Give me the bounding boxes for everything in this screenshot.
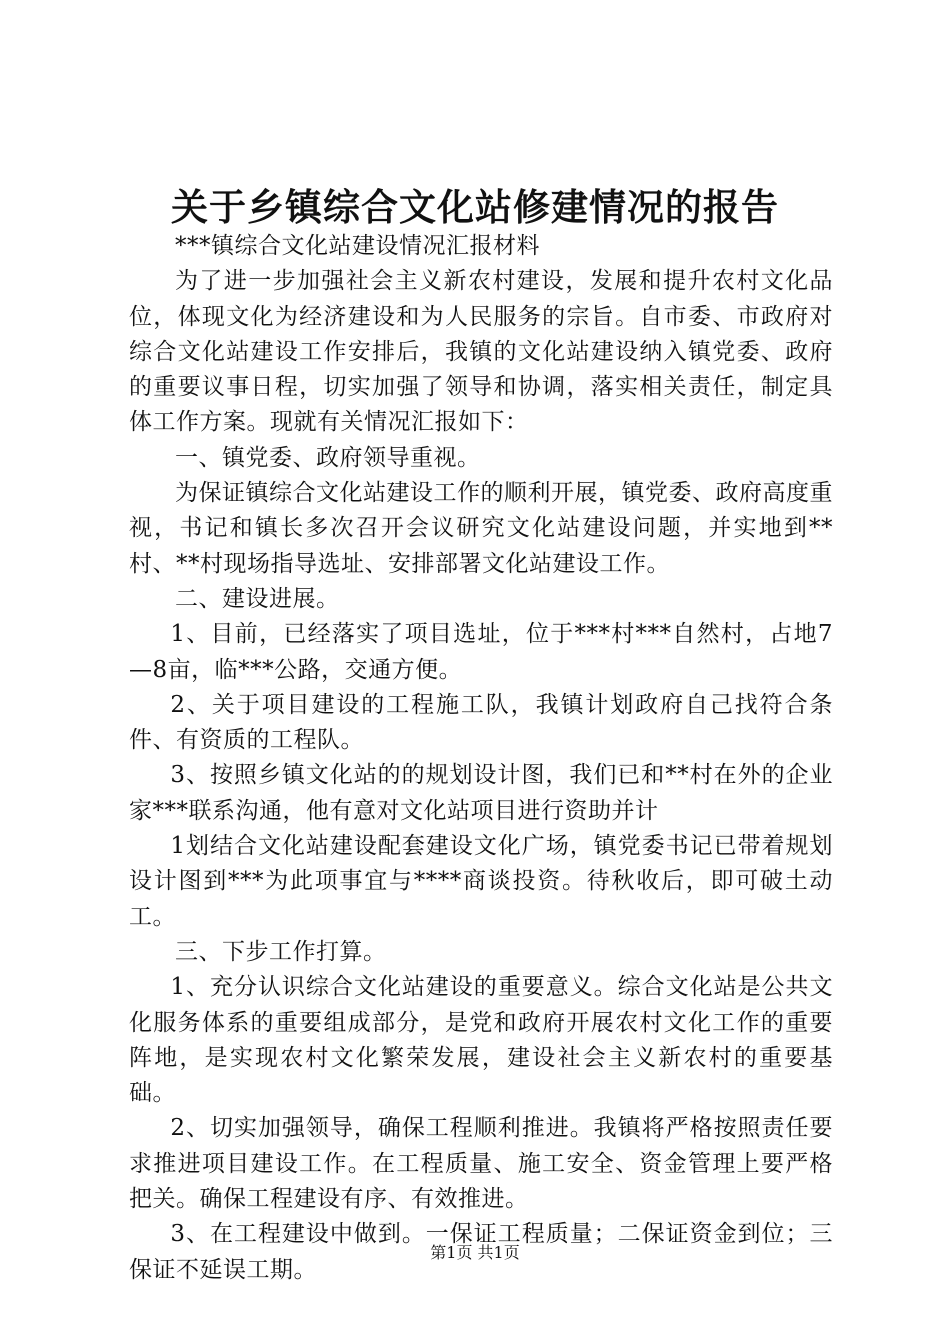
paragraph-plan-3: 3、在工程建设中做到。一保证工程质量；二保证资金到位；三保证不延误工期。 bbox=[129, 1221, 833, 1283]
section-heading-1: 一、镇党委、政府领导重视。 bbox=[175, 444, 481, 471]
paragraph-progress-1: 1、目前，已经落实了项目选址，位于***村***自然村，占地7—8亩，临***公路，交通方便。 bbox=[129, 621, 833, 683]
paragraph-intro: 为了进一步加强社会主义新农村建设，发展和提升农村文化品位，体现文化为经济建设和为人民服务的宗旨。自市委、市政府对综合文化站建设工作安排后，我镇的文化站建设纳入镇党委、政府的重要议事日程，切实加强了领导和协调，落实相关责任，制定具体工作方案。现就有关情况汇报如下： bbox=[129, 268, 833, 436]
paragraph-progress-4: 1划结合文化站建设配套建设文化广场，镇党委书记已带着规划设计图到***为此项事宜与****商谈投资。待秋收后，即可破土动工。 bbox=[129, 833, 833, 930]
paragraph-subtitle: ***镇综合文化站建设情况汇报材料 bbox=[175, 233, 540, 259]
section-heading-2: 二、建设进展。 bbox=[175, 585, 340, 612]
paragraph-plan-1: 1、充分认识综合文化站建设的重要意义。综合文化站是公共文化服务体系的重要组成部分，是党和政府开展农村文化工作的重要阵地，是实现农村文化繁荣发展，建设社会主义新农村的重要基础。 bbox=[129, 974, 833, 1107]
paragraph-progress-3: 3、按照乡镇文化站的的规划设计图，我们已和**村在外的企业家***联系沟通，他有意对文化站项目进行资助并计 bbox=[129, 762, 833, 824]
page-footer: 第1页 共1页 bbox=[430, 1243, 520, 1262]
paragraph-progress-2: 2、关于项目建设的工程施工队，我镇计划政府自己找符合条件、有资质的工程队。 bbox=[129, 691, 833, 754]
paragraph-section-1: 为保证镇综合文化站建设工作的顺利开展，镇党委、政府高度重视，书记和镇长多次召开会议研究文化站建设问题，并实地到**村、**村现场指导选址、安排部署文化站建设工作。 bbox=[129, 480, 833, 577]
paragraph-plan-2: 2、切实加强领导，确保工程顺利推进。我镇将严格按照责任要求推进项目建设工作。在工程质量、施工安全、资金管理上要严格把关。确保工程建设有序、有效推进。 bbox=[129, 1115, 833, 1213]
section-heading-3: 三、下步工作打算。 bbox=[175, 938, 387, 965]
document-title: 关于乡镇综合文化站修建情况的报告 bbox=[171, 185, 779, 229]
document-body bbox=[129, 229, 833, 1288]
